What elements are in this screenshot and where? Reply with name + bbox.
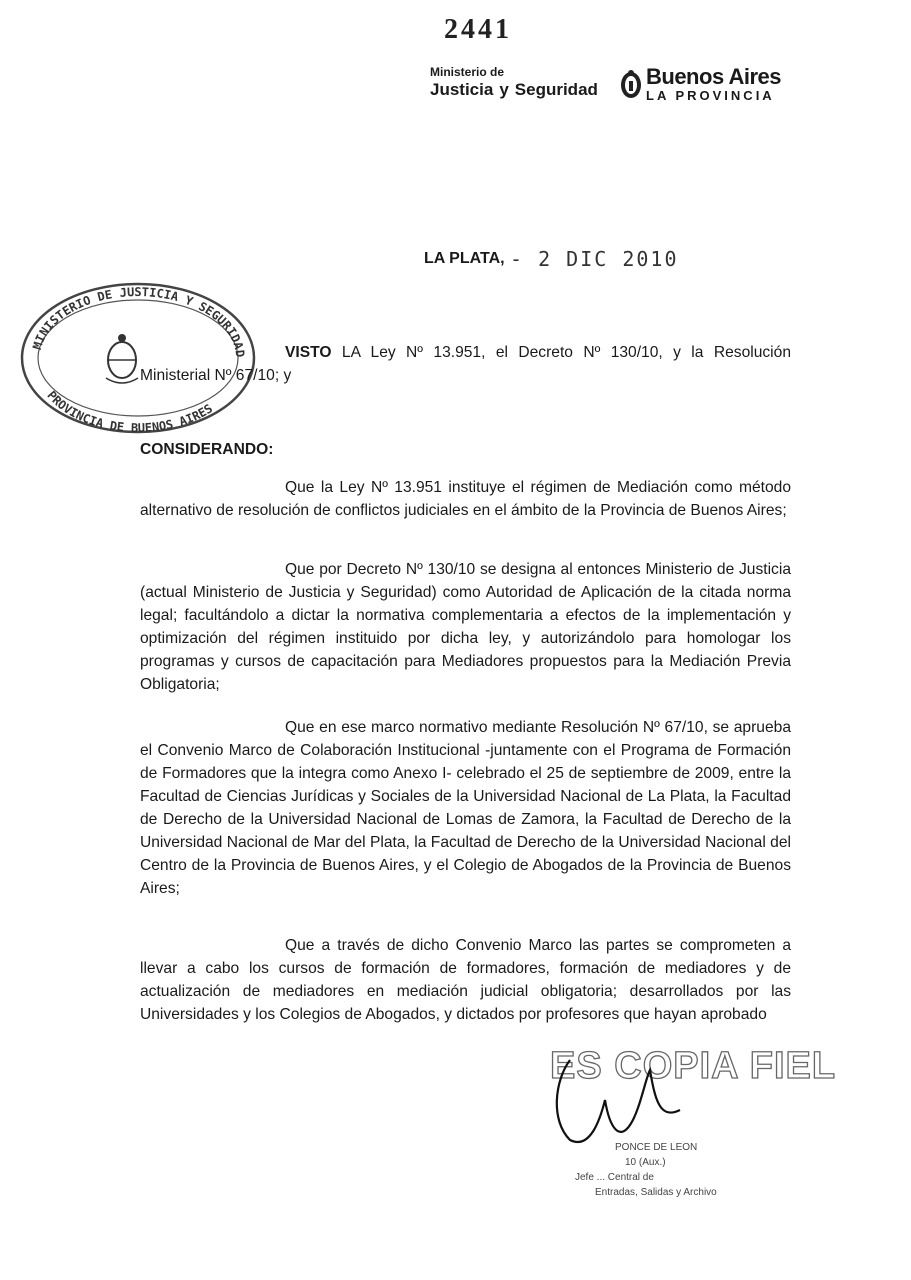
- considerando-heading: CONSIDERANDO:: [140, 441, 274, 458]
- seal-top-text: MINISTERIO DE JUSTICIA Y SEGURIDAD: [30, 285, 248, 358]
- paragraph-2-text: Que por Decreto Nº 130/10 se designa al entonces Ministerio de Justicia (actual Ministerio de Justicia y Seguridad) como Autoridad de Aplicación de la citada norma legal; facultándolo a dictar la normativa complementaria a efectos de la implementación y optimización del régimen instituido por dicha ley, y autorizándolo para homologar los programas y cursos de capacitación para Mediadores propuestos para la Mediación Previa Obligatoria;: [140, 561, 791, 693]
- date-place: LA PLATA,: [424, 250, 505, 267]
- signature-name: PONCE DE LEON: [615, 1142, 698, 1153]
- province-logo: [620, 66, 781, 102]
- visto-paragraph: [140, 341, 791, 387]
- ministry-word-seguridad: Seguridad: [514, 80, 598, 99]
- paragraph-3: [140, 716, 791, 900]
- signature-title: Jefe ... Central de: [575, 1172, 654, 1183]
- paragraph-3-text: Que en ese marco normativo mediante Resolución Nº 67/10, se aprueba el Convenio Marco de Colaboración Institucional -juntamente con el Programa de Formación de Formadores que la integra como Anexo I- celebrado el 25 de septiembre de 2009, entre la Facultad de Ciencias Jurídicas y Sociales de la Universidad Nacional de La Plata, la Facultad de Derecho de la Universidad Nacional de Lomas de Zamora, la Facultad de Derecho de la Universidad Nacional de Mar del Plata, la Facultad de Derecho de la Universidad Nacional del Centro de la Provincia de Buenos Aires, y el Colegio de Abogados de la Provincia de Buenos Aires;: [140, 719, 791, 897]
- signature-office: Entradas, Salidas y Archivo: [595, 1187, 717, 1198]
- paragraph-1: [140, 476, 791, 522]
- document-number: 2441: [444, 14, 512, 45]
- ministry-line2: [430, 81, 604, 98]
- paragraph-1-text: Que la Ley Nº 13.951 instituye el régimen de Mediación como método alternativo de resolución de conflictos judiciales en el ámbito de la Provincia de Buenos Aires;: [140, 479, 791, 519]
- paragraph-4-text: Que a través de dicho Convenio Marco las partes se comprometen a llevar a cabo los cursos de formación de formadores, formación de mediadores y de actualización de mediadores en mediación judicial obligatoria; desarrollados por las Universidades y los Colegios de Abogados, y dictados por profesores que hayan aprobado: [140, 937, 791, 1023]
- ministry-word-justicia: Justicia: [430, 80, 494, 99]
- signature-block: [575, 1140, 717, 1200]
- copia-fiel-stamp: [550, 1040, 837, 1150]
- visto-keyword: VISTO: [285, 344, 332, 361]
- province-coat-of-arms-icon: [620, 69, 642, 99]
- province-sub: LA PROVINCIA: [646, 88, 775, 103]
- paragraph-2: [140, 558, 791, 696]
- ministry-line1: Ministerio de: [430, 65, 505, 79]
- ministry-word-y: y: [499, 80, 509, 99]
- province-name: Buenos Aires: [646, 64, 782, 89]
- ministry-logo: [430, 66, 604, 98]
- date-stamp: - 2 DIC 2010: [510, 247, 679, 271]
- seal-shield-icon: [106, 334, 138, 383]
- seal-bottom-text: PROVINCIA DE BUENOS AIRES: [44, 388, 216, 436]
- signature-role: 10 (Aux.): [625, 1157, 666, 1168]
- visto-text: LA Ley Nº 13.951, el Decreto Nº 130/10, y la Resolución Ministerial Nº 67/10; y: [140, 344, 791, 384]
- paragraph-4: [140, 934, 791, 1026]
- copia-fiel-text: ES COPIA FIEL: [550, 1045, 837, 1087]
